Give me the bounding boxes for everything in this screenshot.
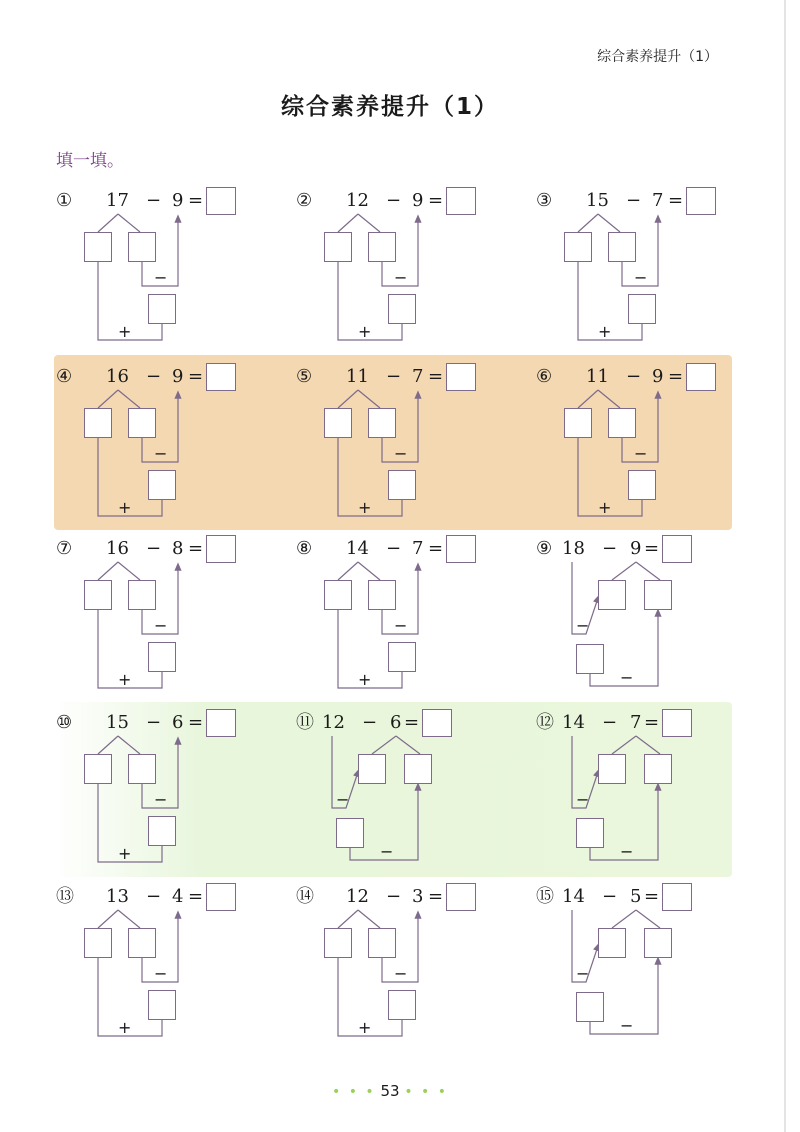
split-line-right bbox=[358, 562, 380, 580]
split-line-right bbox=[636, 910, 660, 928]
split-box-right[interactable] bbox=[368, 580, 396, 610]
intermediate-box[interactable] bbox=[148, 816, 176, 846]
subtrahend: 9 bbox=[172, 190, 184, 211]
minus-sign: − bbox=[146, 538, 162, 559]
split-line-right bbox=[118, 214, 140, 232]
problem-number: ⑬ bbox=[56, 886, 74, 907]
problem-number: ④ bbox=[56, 366, 73, 387]
split-line-right bbox=[636, 736, 660, 754]
split-line-right bbox=[358, 910, 380, 928]
plus-operator: + bbox=[118, 1018, 132, 1037]
split-box-right[interactable] bbox=[128, 408, 156, 438]
minuend: 14 bbox=[562, 712, 585, 733]
split-box-left[interactable] bbox=[84, 408, 112, 438]
problem-2 bbox=[296, 190, 496, 360]
instruction-label: 填一填。 bbox=[56, 151, 124, 171]
minus-operator: − bbox=[154, 964, 168, 983]
equals-sign: = bbox=[428, 538, 444, 559]
equals-sign: = bbox=[188, 190, 204, 211]
split-line-right bbox=[118, 736, 140, 754]
intermediate-box[interactable] bbox=[336, 818, 364, 848]
problem-4 bbox=[56, 366, 256, 536]
answer-box[interactable] bbox=[446, 363, 476, 391]
split-box-left[interactable] bbox=[84, 928, 112, 958]
problem-number: ② bbox=[296, 190, 313, 211]
answer-box[interactable] bbox=[206, 363, 236, 391]
minuend: 16 bbox=[106, 366, 129, 387]
problem-15 bbox=[536, 886, 736, 1056]
minus-sign: − bbox=[146, 886, 162, 907]
problem-number: ⑮ bbox=[536, 886, 554, 907]
problem-number: ⑭ bbox=[296, 886, 314, 907]
problem-number: ⑫ bbox=[536, 712, 554, 733]
subtrahend: 9 bbox=[172, 366, 184, 387]
minus-sign: − bbox=[386, 366, 402, 387]
split-box-right[interactable] bbox=[128, 232, 156, 262]
intermediate-box[interactable] bbox=[148, 470, 176, 500]
problem-number: ⑨ bbox=[536, 538, 553, 559]
minuend: 11 bbox=[346, 366, 369, 387]
answer-box[interactable] bbox=[662, 535, 692, 563]
intermediate-box[interactable] bbox=[388, 470, 416, 500]
split-line-left bbox=[612, 736, 636, 754]
problem-8 bbox=[296, 538, 496, 708]
plus-operator: + bbox=[118, 322, 132, 341]
split-box-left[interactable] bbox=[324, 232, 352, 262]
minuend: 11 bbox=[586, 366, 609, 387]
subtrahend: 7 bbox=[412, 366, 424, 387]
split-box-left[interactable] bbox=[324, 928, 352, 958]
plus-operator: + bbox=[118, 844, 132, 863]
split-line-left bbox=[98, 390, 118, 408]
split-box-left[interactable] bbox=[598, 928, 626, 958]
plus-operator: + bbox=[118, 498, 132, 517]
subtrahend: 5 bbox=[630, 886, 642, 907]
minuend: 12 bbox=[346, 886, 369, 907]
running-header: 综合素养提升（1） bbox=[597, 49, 718, 65]
split-box-left[interactable] bbox=[84, 580, 112, 610]
split-line-left bbox=[338, 214, 358, 232]
subtrahend: 4 bbox=[172, 886, 184, 907]
split-box-right[interactable] bbox=[644, 928, 672, 958]
split-line-left bbox=[338, 562, 358, 580]
minuend: 12 bbox=[346, 190, 369, 211]
problem-11 bbox=[296, 712, 496, 882]
plus-operator: + bbox=[358, 1018, 372, 1037]
plus-operator: + bbox=[598, 498, 612, 517]
problem-number: ⑩ bbox=[56, 712, 73, 733]
intermediate-box[interactable] bbox=[148, 294, 176, 324]
problem-number: ⑧ bbox=[296, 538, 313, 559]
problem-14 bbox=[296, 886, 496, 1056]
intermediate-box[interactable] bbox=[576, 992, 604, 1022]
split-box-right[interactable] bbox=[128, 928, 156, 958]
split-box-left[interactable] bbox=[564, 232, 592, 262]
problem-13 bbox=[56, 886, 256, 1056]
answer-box[interactable] bbox=[446, 535, 476, 563]
equals-sign: = bbox=[188, 712, 204, 733]
answer-box[interactable] bbox=[446, 187, 476, 215]
plus-operator: + bbox=[118, 670, 132, 689]
split-box-right[interactable] bbox=[128, 754, 156, 784]
problem-number: ⑪ bbox=[296, 712, 314, 733]
equals-sign: = bbox=[644, 886, 660, 907]
subtrahend: 6 bbox=[390, 712, 402, 733]
connector-lines bbox=[536, 712, 736, 882]
equals-sign: = bbox=[644, 712, 660, 733]
split-line-right bbox=[598, 214, 620, 232]
minus-operator: − bbox=[634, 268, 648, 287]
split-box-right[interactable] bbox=[644, 754, 672, 784]
split-line-right bbox=[598, 390, 620, 408]
minuend: 16 bbox=[106, 538, 129, 559]
minuend: 15 bbox=[586, 190, 609, 211]
plus-operator: + bbox=[358, 498, 372, 517]
answer-box[interactable] bbox=[206, 535, 236, 563]
minus-operator-first: − bbox=[576, 964, 590, 983]
split-line-left bbox=[372, 736, 396, 754]
plus-operator: + bbox=[358, 322, 372, 341]
split-line-left bbox=[98, 214, 118, 232]
split-line-left bbox=[578, 390, 598, 408]
equals-sign: = bbox=[428, 886, 444, 907]
minus-operator: − bbox=[394, 616, 408, 635]
minus-operator: − bbox=[154, 444, 168, 463]
answer-box[interactable] bbox=[662, 883, 692, 911]
minus-operator: − bbox=[154, 268, 168, 287]
problem-number: ③ bbox=[536, 190, 553, 211]
equals-sign: = bbox=[188, 366, 204, 387]
split-box-left[interactable] bbox=[324, 408, 352, 438]
problem-number: ① bbox=[56, 190, 73, 211]
equals-sign: = bbox=[428, 366, 444, 387]
subtrahend: 6 bbox=[172, 712, 184, 733]
subtrahend: 9 bbox=[412, 190, 424, 211]
footer-dots-right: • • • bbox=[404, 1084, 449, 1100]
intermediate-box[interactable] bbox=[388, 990, 416, 1020]
split-line-left bbox=[338, 390, 358, 408]
connector-lines bbox=[536, 538, 736, 708]
minus-sign: − bbox=[386, 538, 402, 559]
split-line-left bbox=[612, 910, 636, 928]
minus-sign: − bbox=[626, 190, 642, 211]
minus-operator-first: − bbox=[576, 790, 590, 809]
answer-box[interactable] bbox=[686, 187, 716, 215]
problem-1 bbox=[56, 190, 256, 360]
minus-operator: − bbox=[154, 616, 168, 635]
problem-number: ⑥ bbox=[536, 366, 553, 387]
split-line-left bbox=[612, 562, 636, 580]
plus-operator: + bbox=[358, 670, 372, 689]
minus-operator: − bbox=[394, 268, 408, 287]
equals-sign: = bbox=[428, 190, 444, 211]
split-line-left bbox=[338, 910, 358, 928]
subtrahend: 9 bbox=[630, 538, 642, 559]
minus-sign: − bbox=[146, 190, 162, 211]
minuend: 12 bbox=[322, 712, 345, 733]
answer-box[interactable] bbox=[422, 709, 452, 737]
minus-sign: − bbox=[602, 538, 618, 559]
minus-sign: − bbox=[626, 366, 642, 387]
subtrahend: 7 bbox=[652, 190, 664, 211]
minus-sign: − bbox=[602, 886, 618, 907]
split-box-right[interactable] bbox=[368, 232, 396, 262]
split-line-left bbox=[98, 910, 118, 928]
split-line-right bbox=[358, 214, 380, 232]
problem-12 bbox=[536, 712, 736, 882]
split-box-left[interactable] bbox=[564, 408, 592, 438]
intermediate-box[interactable] bbox=[576, 818, 604, 848]
split-box-right[interactable] bbox=[608, 232, 636, 262]
intermediate-box[interactable] bbox=[388, 642, 416, 672]
minuend: 18 bbox=[562, 538, 585, 559]
split-box-right[interactable] bbox=[368, 408, 396, 438]
page-number: 53 bbox=[380, 1082, 400, 1100]
split-box-left[interactable] bbox=[358, 754, 386, 784]
intermediate-box[interactable] bbox=[576, 644, 604, 674]
subtrahend: 9 bbox=[652, 366, 664, 387]
split-line-right bbox=[396, 736, 420, 754]
problem-3 bbox=[536, 190, 736, 360]
answer-box[interactable] bbox=[206, 709, 236, 737]
problem-number: ⑦ bbox=[56, 538, 73, 559]
minus-sign: − bbox=[362, 712, 378, 733]
split-box-left[interactable] bbox=[598, 754, 626, 784]
connector-lines bbox=[536, 886, 736, 1056]
minus-operator-second: − bbox=[620, 1016, 634, 1035]
minus-operator: − bbox=[394, 444, 408, 463]
minus-sign: − bbox=[386, 886, 402, 907]
problem-10 bbox=[56, 712, 256, 882]
subtrahend: 3 bbox=[412, 886, 424, 907]
minus-operator-second: − bbox=[620, 668, 634, 687]
minuend: 17 bbox=[106, 190, 129, 211]
subtrahend: 7 bbox=[630, 712, 642, 733]
split-box-left[interactable] bbox=[84, 754, 112, 784]
equals-sign: = bbox=[188, 538, 204, 559]
minus-sign: − bbox=[386, 190, 402, 211]
answer-box[interactable] bbox=[686, 363, 716, 391]
split-box-left[interactable] bbox=[324, 580, 352, 610]
split-line-right bbox=[118, 910, 140, 928]
equals-sign: = bbox=[668, 366, 684, 387]
split-box-left[interactable] bbox=[84, 232, 112, 262]
minuend: 13 bbox=[106, 886, 129, 907]
split-line-right bbox=[118, 562, 140, 580]
answer-box[interactable] bbox=[206, 883, 236, 911]
split-line-left bbox=[578, 214, 598, 232]
split-line-left bbox=[98, 736, 118, 754]
subtrahend: 8 bbox=[172, 538, 184, 559]
intermediate-box[interactable] bbox=[628, 470, 656, 500]
minus-sign: − bbox=[602, 712, 618, 733]
page-title: 综合素养提升（1） bbox=[280, 94, 499, 120]
answer-box[interactable] bbox=[206, 187, 236, 215]
minuend: 14 bbox=[562, 886, 585, 907]
intermediate-box[interactable] bbox=[148, 642, 176, 672]
split-line-right bbox=[358, 390, 380, 408]
split-line-right bbox=[118, 390, 140, 408]
problem-6 bbox=[536, 366, 736, 536]
equals-sign: = bbox=[188, 886, 204, 907]
minus-operator: − bbox=[634, 444, 648, 463]
minuend: 14 bbox=[346, 538, 369, 559]
footer-dots-left: • • • bbox=[331, 1084, 376, 1100]
split-box-right[interactable] bbox=[368, 928, 396, 958]
split-box-right[interactable] bbox=[404, 754, 432, 784]
minus-sign: − bbox=[146, 366, 162, 387]
problem-number: ⑤ bbox=[296, 366, 313, 387]
page-edge-shadow bbox=[784, 0, 786, 1132]
minus-sign: − bbox=[146, 712, 162, 733]
minus-operator-first: − bbox=[576, 616, 590, 635]
minus-operator: − bbox=[394, 964, 408, 983]
split-box-left[interactable] bbox=[598, 580, 626, 610]
minus-operator-first: − bbox=[336, 790, 350, 809]
split-box-right[interactable] bbox=[128, 580, 156, 610]
page-footer bbox=[0, 1082, 780, 1100]
split-line-left bbox=[98, 562, 118, 580]
equals-sign: = bbox=[404, 712, 420, 733]
answer-box[interactable] bbox=[662, 709, 692, 737]
connector-lines bbox=[296, 712, 496, 882]
minuend: 15 bbox=[106, 712, 129, 733]
subtrahend: 7 bbox=[412, 538, 424, 559]
equals-sign: = bbox=[644, 538, 660, 559]
minus-operator: − bbox=[154, 790, 168, 809]
intermediate-box[interactable] bbox=[388, 294, 416, 324]
intermediate-box[interactable] bbox=[628, 294, 656, 324]
minus-operator-second: − bbox=[380, 842, 394, 861]
answer-box[interactable] bbox=[446, 883, 476, 911]
problem-9 bbox=[536, 538, 736, 708]
intermediate-box[interactable] bbox=[148, 990, 176, 1020]
problem-7 bbox=[56, 538, 256, 708]
equals-sign: = bbox=[668, 190, 684, 211]
problem-5 bbox=[296, 366, 496, 536]
split-box-right[interactable] bbox=[608, 408, 636, 438]
plus-operator: + bbox=[598, 322, 612, 341]
split-line-right bbox=[636, 562, 660, 580]
split-box-right[interactable] bbox=[644, 580, 672, 610]
minus-operator-second: − bbox=[620, 842, 634, 861]
